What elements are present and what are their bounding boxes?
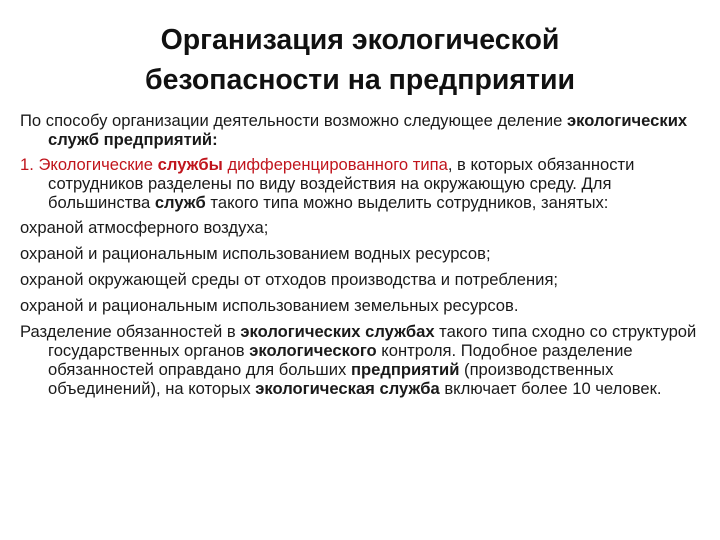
- list-item: охраной и рациональным использованием водных ресурсов;: [20, 244, 491, 263]
- closing-b4: экологическая служба: [255, 379, 440, 398]
- intro-paragraph: [20, 111, 710, 149]
- closing-b1: экологических службах: [240, 322, 435, 341]
- list-item: охраной и рациональным использованием земельных ресурсов.: [20, 296, 519, 315]
- closing-t1: Разделение обязанностей в: [20, 322, 241, 341]
- closing-b3: предприятий: [350, 360, 460, 379]
- item-1-text-a: , в которых обязанности сотрудников разделены по виду воздействия на окружающую среду. Для большинства: [48, 155, 635, 212]
- intro-bold: экологических служб предприятий:: [48, 111, 688, 149]
- closing-paragraph: [20, 322, 710, 398]
- item-1-red-b: дифференцированного типа: [222, 155, 448, 174]
- slide-title: [0, 20, 720, 100]
- intro-text: По способу организации деятельности возможно следующее деление: [20, 111, 567, 130]
- closing-t2: такого типа сходно со структурой государственных органов: [48, 322, 697, 360]
- closing-t3: контроля. Подобное разделение обязанностей оправдано для больших: [48, 341, 633, 379]
- closing-t4: (производственных объединений), на которых: [48, 360, 614, 398]
- item-1-bold: служб: [154, 193, 206, 212]
- list-item: охраной окружающей среды от отходов производства и потребления;: [20, 270, 559, 289]
- item-1-red-a: Экологические: [38, 155, 158, 174]
- slide-title-line-1: Организация экологической: [160, 24, 560, 56]
- slide-title-line-2: безопасности на предприятии: [144, 64, 576, 96]
- slide-body: [20, 111, 710, 403]
- item-1-red-bold: службы: [157, 155, 223, 174]
- item-1-paragraph: [20, 155, 710, 212]
- list-item: охраной атмосферного воздуха;: [20, 218, 269, 237]
- item-1-text-b: такого типа можно выделить сотрудников, занятых:: [205, 193, 609, 212]
- closing-t5: включает более 10 человек.: [439, 379, 662, 398]
- closing-b2: экологического: [249, 341, 377, 360]
- item-1-number: 1.: [20, 155, 39, 174]
